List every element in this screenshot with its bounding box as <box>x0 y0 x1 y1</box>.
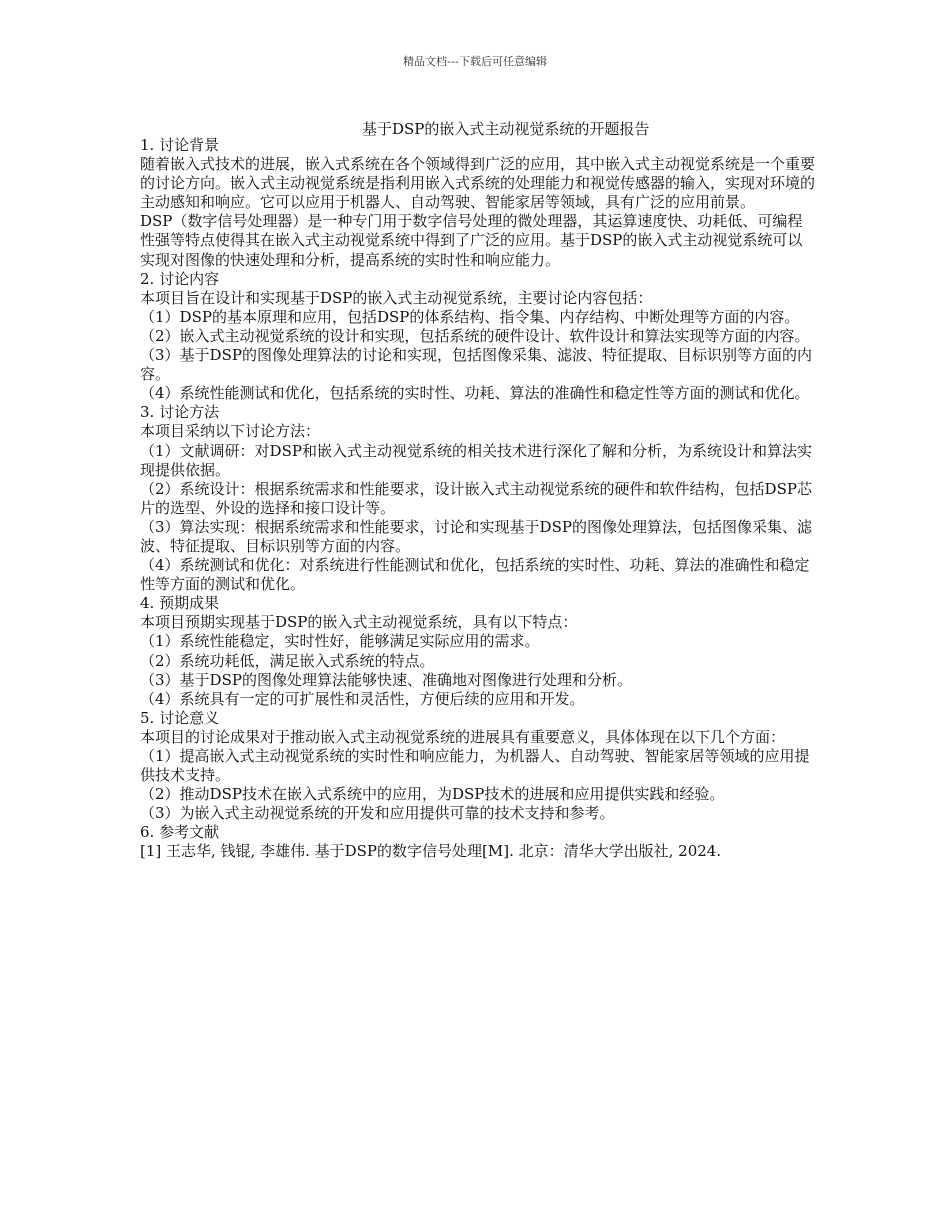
paragraph: 本项目的讨论成果对于推动嵌入式主动视觉系统的进展具有重要意义，具体体现在以下几个方面： <box>140 727 786 746</box>
list-item: （2）系统设计：根据系统需求和性能要求，设计嵌入式主动视觉系统的硬件和软件结构，包括DSP芯片的选型、外设的选择和接口设计等。 <box>140 479 812 517</box>
list-item: （3）基于DSP的图像处理算法的讨论和实现，包括图像采集、滤波、特征提取、目标识别等方面的内容。 <box>140 346 812 384</box>
paragraph: 本项目旨在设计和实现基于DSP的嵌入式主动视觉系统，主要讨论内容包括： <box>140 288 653 307</box>
reference-item: [1] 王志华, 钱锟, 李雄伟. 基于DSP的数字信号处理[M]. 北京：清华大学出版社, 2024. <box>140 842 722 861</box>
document-title: 基于DSP的嵌入式主动视觉系统的开题报告 <box>362 120 650 138</box>
paragraph: DSP（数字信号处理器）是一种专门用于数字信号处理的微处理器，其运算速度快、功耗低、可编程性强等特点使得其在嵌入式主动视觉系统中得到了广泛的应用。基于DSP的嵌入式主动视觉系统可以实现对图像的快速处理和分析，提高系统的实时性和响应能力。 <box>140 212 803 269</box>
section-heading: 5. 讨论意义 <box>140 708 220 727</box>
section-heading: 2. 讨论内容 <box>140 269 220 288</box>
paragraph: 本项目预期实现基于DSP的嵌入式主动视觉系统，具有以下特点： <box>140 613 578 632</box>
list-item: （3）基于DSP的图像处理算法能够快速、准确地对图像进行处理和分析。 <box>140 670 632 689</box>
paragraph: 本项目采纳以下讨论方法： <box>140 422 321 441</box>
list-item: （2）嵌入式主动视觉系统的设计和实现，包括系统的硬件设计、软件设计和算法实现等方面的内容。 <box>140 326 810 345</box>
section-heading: 6. 参考文献 <box>140 823 220 842</box>
list-item: （1）提高嵌入式主动视觉系统的实时性和响应能力，为机器人、自动驾驶、智能家居等领域的应用提供技术支持。 <box>140 747 810 785</box>
list-item: （2）推动DSP技术在嵌入式系统中的应用，为DSP技术的进展和应用提供实践和经验。 <box>140 785 725 804</box>
list-item: （3）算法实现：根据系统需求和性能要求，讨论和实现基于DSP的图像处理算法，包括图像采集、滤波、特征提取、目标识别等方面的内容。 <box>140 517 812 555</box>
list-item: （1）系统性能稳定，实时性好，能够满足实际应用的需求。 <box>140 632 540 651</box>
list-item: （4）系统具有一定的可扩展性和灵活性，方便后续的应用和开发。 <box>140 689 585 708</box>
list-item: （1）文献调研：对DSP和嵌入式主动视觉系统的相关技术进行深化了解和分析，为系统设计和算法实现提供依据。 <box>140 441 812 479</box>
section-heading: 4. 预期成果 <box>140 594 220 613</box>
page-header: 精品文档---下载后可任意编辑 <box>403 55 547 68</box>
paragraph: 随着嵌入式技术的进展，嵌入式系统在各个领域得到广泛的应用，其中嵌入式主动视觉系统是一个重要的讨论方向。嵌入式主动视觉系统是指利用嵌入式系统的处理能力和视觉传感器的输入，实现对环境的主动感知和响应。它可以应用于机器人、自动驾驶、智能家居等领域，具有广泛的应用前景。 <box>140 155 816 212</box>
list-item: （3）为嵌入式主动视觉系统的开发和应用提供可靠的技术支持和参考。 <box>140 804 615 823</box>
section-heading: 1. 讨论背景 <box>140 136 220 154</box>
list-item: （1）DSP的基本原理和应用，包括DSP的体系结构、指令集、内存结构、中断处理等方面的内容。 <box>140 307 800 326</box>
list-item: （4）系统测试和优化：对系统进行性能测试和优化，包括系统的实时性、功耗、算法的准确性和稳定性等方面的测试和优化。 <box>140 556 810 594</box>
section-heading: 3. 讨论方法 <box>140 403 220 422</box>
list-item: （2）系统功耗低，满足嵌入式系统的特点。 <box>140 651 435 670</box>
list-item: （4）系统性能测试和优化，包括系统的实时性、功耗、算法的准确性和稳定性等方面的测试和优化。 <box>140 384 810 403</box>
document-body <box>140 136 816 862</box>
